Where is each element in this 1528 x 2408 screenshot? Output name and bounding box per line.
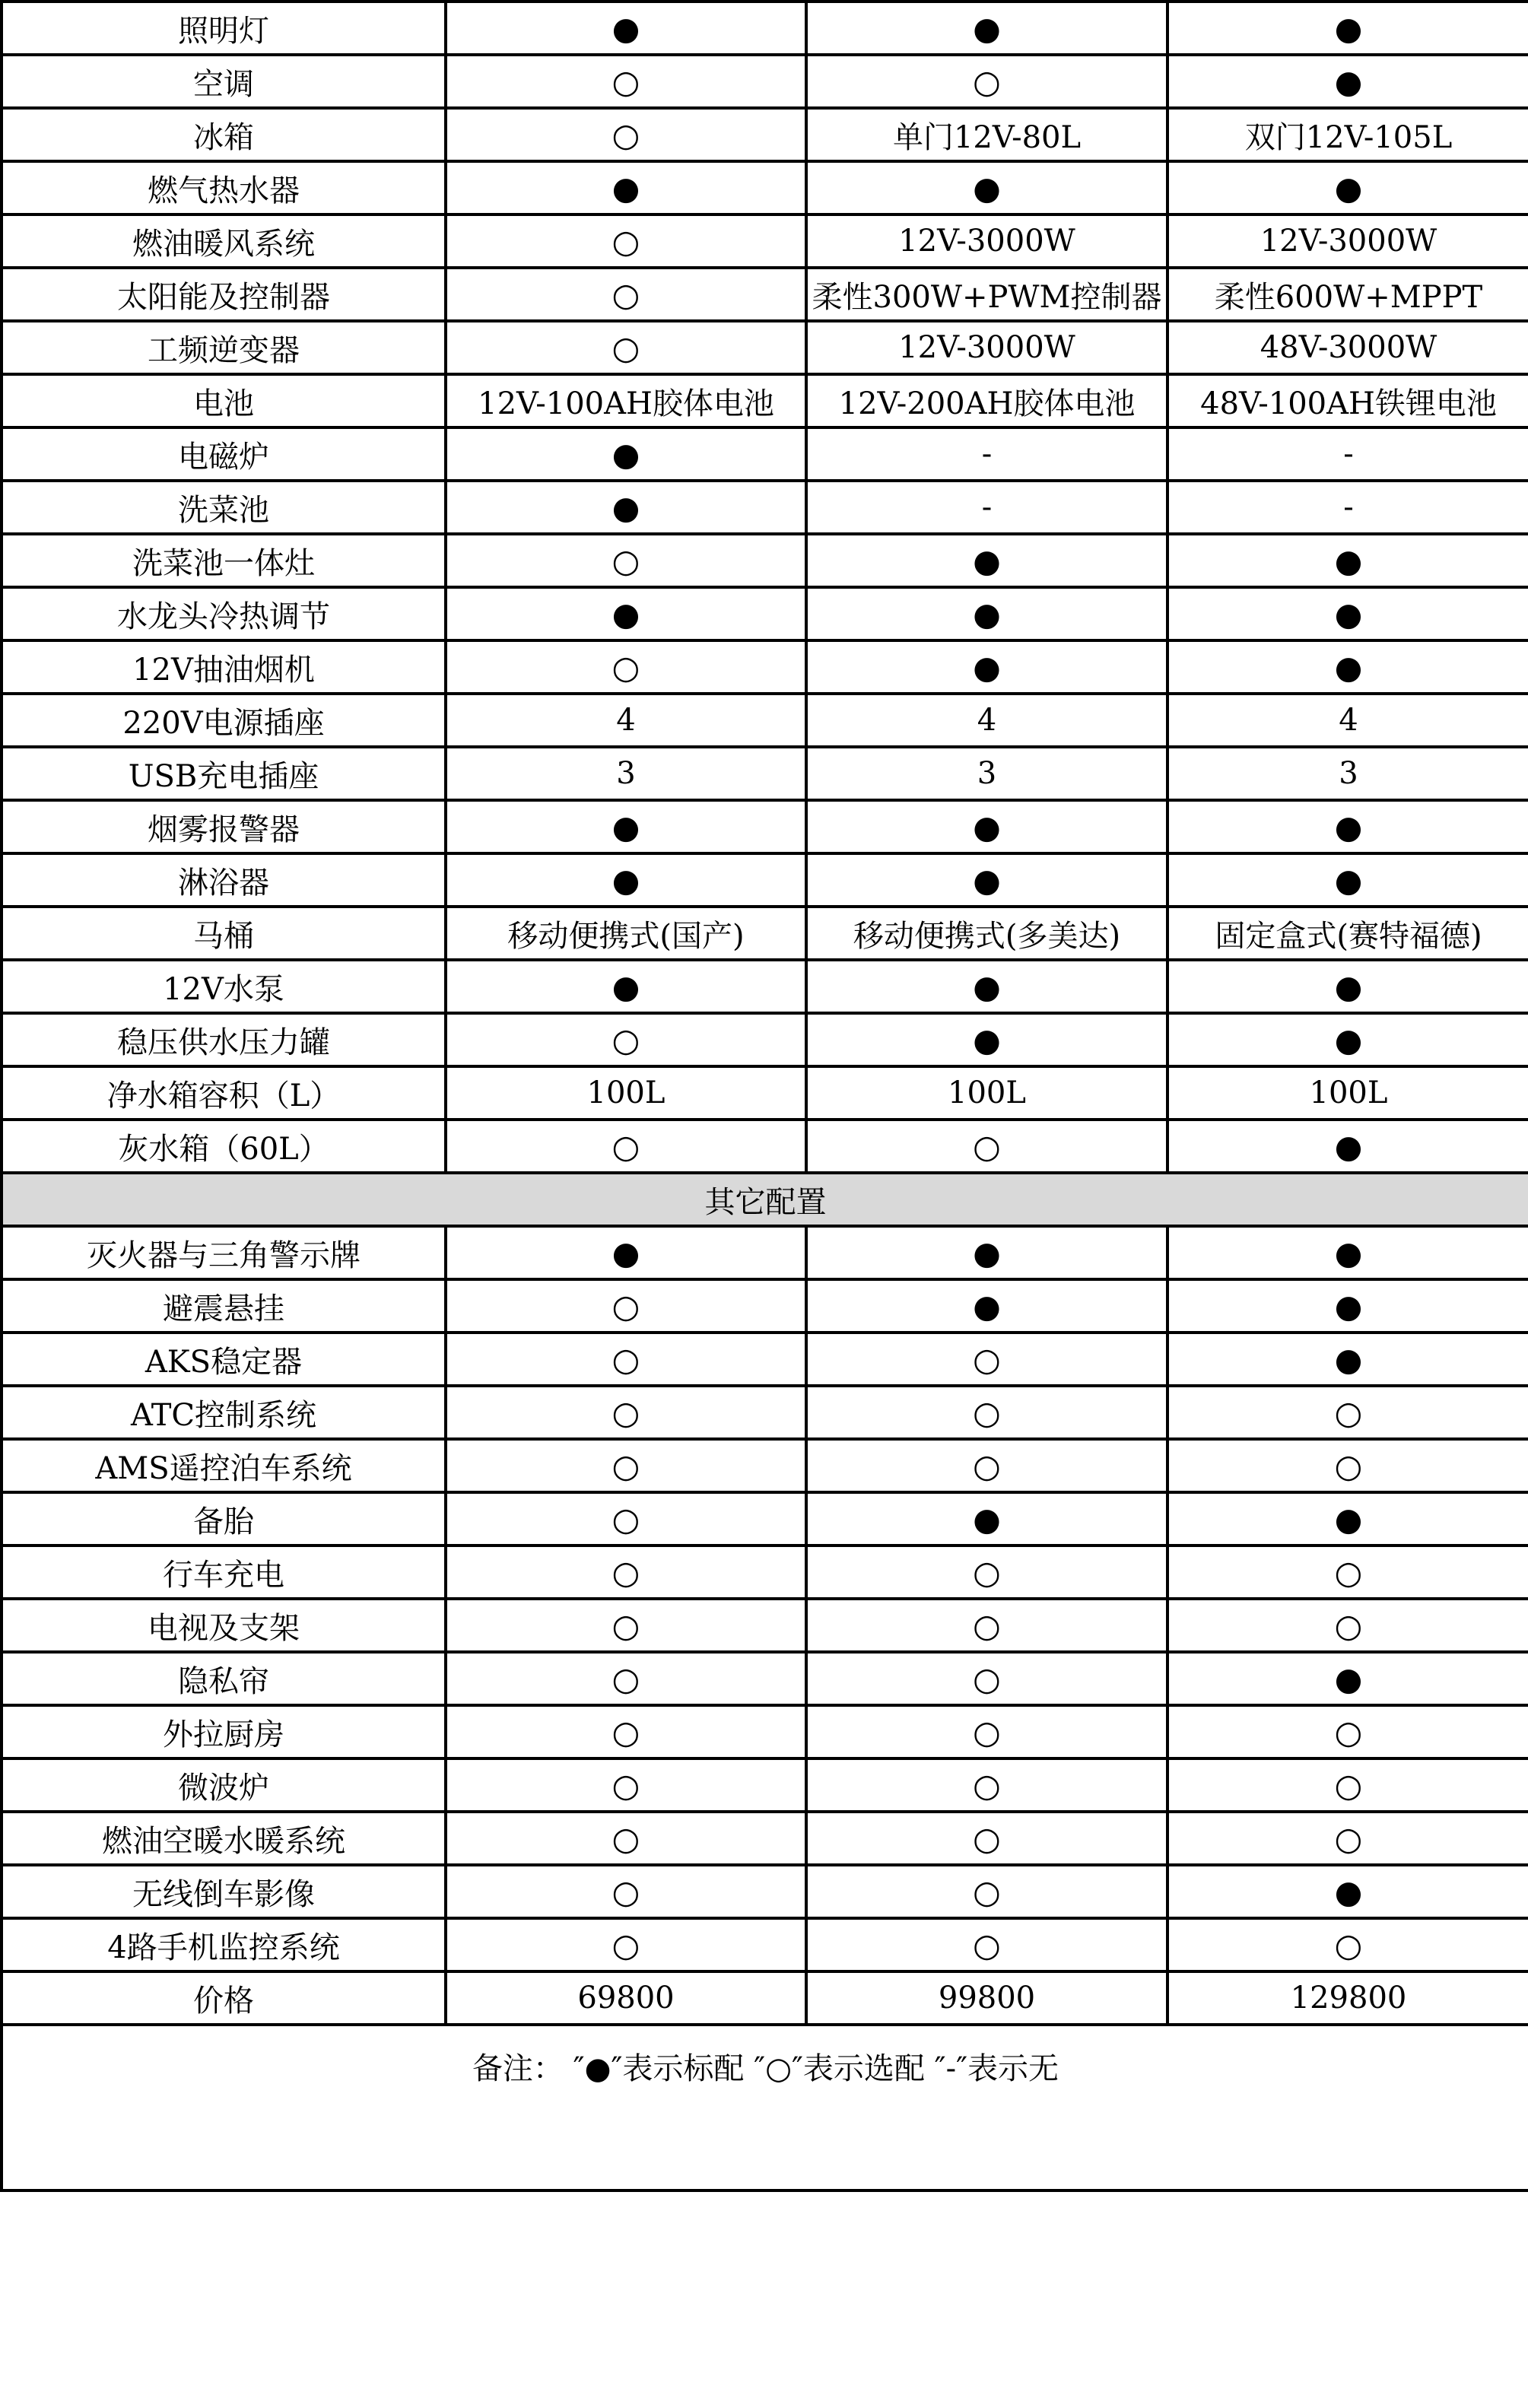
table-cell: ○ [446,1439,806,1492]
table-cell: ○ [446,1705,806,1758]
table-cell: ● [1167,1865,1528,1918]
table-cell: ● [446,1226,806,1279]
row-label: 工频逆变器 [2,321,446,374]
table-cell: ○ [446,1120,806,1173]
table-cell: 3 [1167,747,1528,800]
table-cell: ● [446,427,806,481]
table-cell: 100L [1167,1066,1528,1120]
table-cell: ● [446,161,806,214]
table-cell: ● [806,640,1167,694]
table-cell: ● [1167,1013,1528,1066]
table-row [2,534,1528,587]
table-row [2,1120,1528,1173]
table-row [2,161,1528,214]
row-label: ATC控制系统 [2,1386,446,1439]
row-label: 避震悬挂 [2,1279,446,1333]
table-cell: ○ [806,1918,1167,1971]
table-cell: 4 [806,694,1167,747]
table-cell: ● [806,161,1167,214]
table-cell: ○ [446,1918,806,1971]
row-label: USB充电插座 [2,747,446,800]
table-cell: ● [446,960,806,1013]
table-cell: ● [806,534,1167,587]
table-row [2,321,1528,374]
table-row [2,481,1528,534]
table-cell: ○ [1167,1918,1528,1971]
table-cell: ● [806,1013,1167,1066]
table-row [2,1599,1528,1652]
table-cell: ○ [806,1386,1167,1439]
table-cell: ● [806,1226,1167,1279]
table-row [2,214,1528,268]
table-cell: ● [1167,587,1528,640]
row-label: 灭火器与三角警示牌 [2,1226,446,1279]
section-header-row [2,1173,1528,1226]
table-row [2,587,1528,640]
table-cell: ○ [806,1120,1167,1173]
table-cell: ○ [806,1865,1167,1918]
table-cell: ● [806,1279,1167,1333]
table-cell: 固定盒式(赛特福德) [1167,907,1528,960]
table-cell: ● [1167,2,1528,55]
row-label: 12V抽油烟机 [2,640,446,694]
table-row [2,1918,1528,1971]
table-cell: ○ [446,1865,806,1918]
table-cell: - [806,427,1167,481]
table-cell: ● [1167,161,1528,214]
table-cell: ● [1167,55,1528,108]
table-cell: 移动便携式(多美达) [806,907,1167,960]
table-cell: ● [1167,1333,1528,1386]
row-label: 电视及支架 [2,1599,446,1652]
table-cell: ● [446,587,806,640]
table-cell: ○ [1167,1546,1528,1599]
table-cell: ● [1167,1279,1528,1333]
table-cell: - [1167,427,1528,481]
table-cell: ○ [446,1333,806,1386]
table-cell: 99800 [806,1971,1167,2025]
table-cell: 12V-3000W [806,214,1167,268]
note-row [2,2025,1528,2190]
table-cell: ● [806,960,1167,1013]
table-cell: ○ [806,1546,1167,1599]
table-cell: ○ [446,55,806,108]
row-label: 电磁炉 [2,427,446,481]
row-label: 电池 [2,374,446,427]
row-label: 烟雾报警器 [2,800,446,853]
row-label: AMS遥控泊车系统 [2,1439,446,1492]
table-cell: 100L [806,1066,1167,1120]
row-label: 220V电源插座 [2,694,446,747]
table-row [2,1333,1528,1386]
row-label: 燃油暖风系统 [2,214,446,268]
table-row [2,1066,1528,1120]
row-label: 洗菜池一体灶 [2,534,446,587]
table-row [2,1705,1528,1758]
table-row [2,853,1528,907]
table-row [2,640,1528,694]
table-row [2,1439,1528,1492]
row-label: 稳压供水压力罐 [2,1013,446,1066]
table-cell: ● [1167,960,1528,1013]
table-row [2,374,1528,427]
table-row [2,1013,1528,1066]
row-label: 灰水箱（60L） [2,1120,446,1173]
row-label: 水龙头冷热调节 [2,587,446,640]
table-row [2,55,1528,108]
table-cell: 12V-3000W [806,321,1167,374]
table-cell: ○ [446,1758,806,1812]
table-row [2,694,1528,747]
table-cell: 柔性600W+MPPT [1167,268,1528,321]
row-label: 照明灯 [2,2,446,55]
table-cell: ○ [446,1386,806,1439]
table-cell: ○ [806,1599,1167,1652]
table-cell: ○ [806,55,1167,108]
table-cell: 3 [806,747,1167,800]
table-cell: ● [1167,640,1528,694]
section-title: 其它配置 [2,1173,1528,1226]
table-cell: 12V-200AH胶体电池 [806,374,1167,427]
table-cell: 12V-3000W [1167,214,1528,268]
table-cell: ● [1167,1652,1528,1705]
table-row [2,1226,1528,1279]
table-cell: 48V-100AH铁锂电池 [1167,374,1528,427]
table-cell: 100L [446,1066,806,1120]
row-label: 太阳能及控制器 [2,268,446,321]
table-cell: 4 [1167,694,1528,747]
table-cell: ● [806,1492,1167,1546]
row-label: 燃油空暖水暖系统 [2,1812,446,1865]
table-cell: ○ [1167,1705,1528,1758]
table-cell: ● [1167,853,1528,907]
table-cell: 48V-3000W [1167,321,1528,374]
table-row [2,1492,1528,1546]
table-cell: ● [1167,1226,1528,1279]
table-cell: ○ [446,321,806,374]
row-label: 微波炉 [2,1758,446,1812]
table-cell: ○ [446,214,806,268]
table-row [2,1758,1528,1812]
row-label: 4路手机监控系统 [2,1918,446,1971]
table-cell: ○ [446,1546,806,1599]
table-cell: ○ [1167,1812,1528,1865]
table-row [2,1865,1528,1918]
row-label: 马桶 [2,907,446,960]
legend-note: 备注： ″●″表示标配 ″○″表示选配 ″-″表示无 [2,2025,1528,2190]
table-cell: 单门12V-80L [806,108,1167,161]
table-cell: 4 [446,694,806,747]
table-row [2,1386,1528,1439]
row-label: 无线倒车影像 [2,1865,446,1918]
table-row [2,907,1528,960]
table-cell: ○ [446,1652,806,1705]
table-row [2,2,1528,55]
table-cell: ○ [806,1439,1167,1492]
table-row [2,1971,1528,2025]
table-row [2,800,1528,853]
row-label: 燃气热水器 [2,161,446,214]
table-cell: ● [1167,1492,1528,1546]
table-cell: ○ [1167,1758,1528,1812]
table-cell: - [1167,481,1528,534]
row-label: 外拉厨房 [2,1705,446,1758]
table-cell: ○ [446,1279,806,1333]
table-cell: ○ [446,1812,806,1865]
table-cell: ○ [446,1013,806,1066]
table-cell: ○ [806,1705,1167,1758]
table-cell: ● [1167,800,1528,853]
row-label: 冰箱 [2,108,446,161]
table-cell: ○ [446,640,806,694]
row-label: 淋浴器 [2,853,446,907]
table-row [2,427,1528,481]
row-label: 空调 [2,55,446,108]
row-label: 行车充电 [2,1546,446,1599]
row-label: 备胎 [2,1492,446,1546]
table-cell: 移动便携式(国产) [446,907,806,960]
table-row [2,268,1528,321]
row-label: 洗菜池 [2,481,446,534]
table-cell: 双门12V-105L [1167,108,1528,161]
table-cell: 69800 [446,1971,806,2025]
table-cell: 12V-100AH胶体电池 [446,374,806,427]
row-label: 隐私帘 [2,1652,446,1705]
table-row [2,747,1528,800]
row-label: 净水箱容积（L） [2,1066,446,1120]
table-cell: ● [446,853,806,907]
table-row [2,1546,1528,1599]
table-cell: ● [446,481,806,534]
table-cell: ○ [446,1599,806,1652]
table-cell: ○ [806,1812,1167,1865]
table-row [2,1812,1528,1865]
table-row [2,960,1528,1013]
table-cell: ○ [446,534,806,587]
table-cell: ● [1167,534,1528,587]
row-label: 价格 [2,1971,446,2025]
table-cell: ○ [446,268,806,321]
table-cell: ○ [806,1652,1167,1705]
row-label: AKS稳定器 [2,1333,446,1386]
table-row [2,1279,1528,1333]
spec-table-body [2,2,1528,2190]
table-row [2,1652,1528,1705]
table-cell: ● [806,853,1167,907]
table-cell: ● [446,2,806,55]
table-cell: 3 [446,747,806,800]
table-row [2,108,1528,161]
table-cell: ○ [1167,1439,1528,1492]
table-cell: ○ [806,1333,1167,1386]
table-cell: ○ [1167,1386,1528,1439]
table-cell: ● [446,800,806,853]
table-cell: 柔性300W+PWM控制器 [806,268,1167,321]
table-cell: ● [806,800,1167,853]
table-cell: 129800 [1167,1971,1528,2025]
table-cell: ● [806,587,1167,640]
table-cell: ● [1167,1120,1528,1173]
table-cell: - [806,481,1167,534]
table-cell: ○ [446,1492,806,1546]
table-cell: ● [806,2,1167,55]
row-label: 12V水泵 [2,960,446,1013]
table-cell: ○ [806,1758,1167,1812]
table-cell: ○ [446,108,806,161]
table-cell: ○ [1167,1599,1528,1652]
